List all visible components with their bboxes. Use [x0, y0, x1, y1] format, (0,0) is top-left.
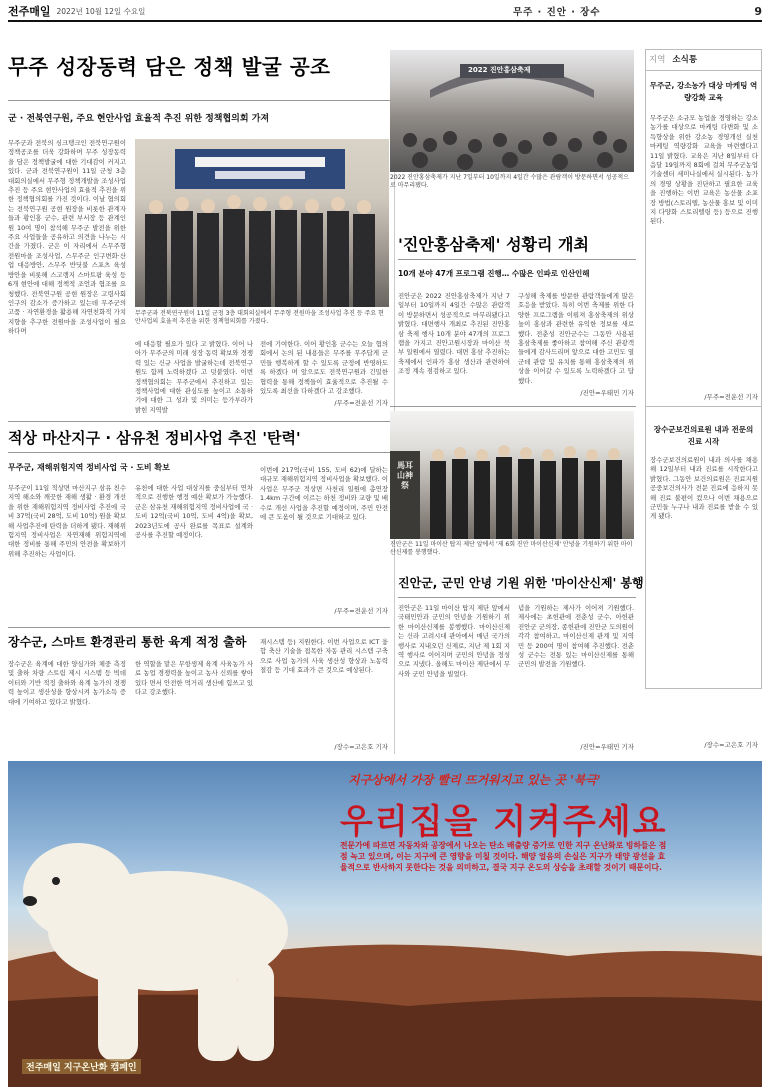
festival-photo — [390, 50, 634, 172]
festival-subhead: 10개 분야 47개 프로그램 진행… 수많은 인파로 인산인해 — [398, 269, 590, 278]
lead-headline: 무주 성장동력 담은 정책 발굴 공조 — [8, 55, 331, 79]
meeting-photo — [135, 139, 389, 307]
ritual-byline: /진안=우태민 기자 — [580, 743, 634, 751]
sidebar-mid-rule — [645, 406, 762, 407]
festival-col2: 구성해 축제를 방문한 관람객들에게 많은 호응을 받았다. 특히 이번 축제를 위한 다양한 프로그램을 이뤄져 홍삼축제의 위상 높이 홍삼과 관련한 유익한 정보를 새로 했다. 전춘성 진안군수는 그동안 사용된 홍삼축제를 좋아하고 참여해 주신 관광객들에게 감사드리며 앞으로 대한 고민도 열 군데 관람 및 유치를 통해 홍삼축제의 위상을 이어갈 수 있도록 노력하겠다 고 답했다. — [518, 292, 634, 385]
festival-rule — [398, 259, 636, 260]
lead-col1: 무주군과 전북의 싱크탱크인 전북연구원이 정책공조를 더욱 강화하며 무주 성장동력을 담은 정책발굴에 대한 기대감이 커지고 있다. 군과 전북연구원이 11일 군청 3층 대회의실에서 무주형 정책개발을 조성사업 추진 등 주요 현안사업의 효율적 추진을 위한 정책협의회를 가진 것이다. 이날 협의회는 전북연구원 공현 원장을 비롯한 관계자들과 황인홍 군수, 관련 부서장 등 관계인원 10여 명이 참석해 무주군 발전을 위한 주요 사업들을 공유하고 의견을 나누는 시간을 가졌다. 군은 이 자리에서 스무주형 전원마을 조성사업, 스무주군 인구변화·산업 대응방안, 스무주 반딧불 스포츠 육성 방안을 비롯해 스고랭지 스마트팜 육성 등 6개 현안에 대해 정책적 조언과 협조를 요청했다. 전북연구원 공현 원장은 고령사회 인구의 감소가 증가하고 있는데 무주군의 고품 · 자연환경을 활용해 자연친화적 가치 지향을 추구한 전원마을 조성사업이 필요하다며 — [8, 139, 126, 336]
sidebar-item2-title: 장수군보건의료원 내과 전문의 진료 시작 — [653, 425, 754, 446]
sidebar-item2-byline: /장수=고은호 기자 — [704, 741, 758, 749]
sidebar-title: 소식통 — [672, 55, 698, 65]
section-name: 무주 · 진안 · 장수 — [513, 7, 601, 18]
sidebar-rule — [645, 70, 762, 71]
sidebar-header — [649, 53, 758, 66]
festival-headline: '진안홍삼축제' 성황리 개최 — [398, 235, 589, 254]
smart-byline: /장수=고은호 기자 — [334, 743, 388, 751]
page-number: 9 — [754, 4, 762, 18]
smart-col2: 한 역할을 맡은 무항생제 육계 사육농가 사료 농업 경쟁력을 높이고 농사 신뢰를 쌓아 있다 면서 안전한 먹거리 생산에 힘쓰고 있다고 강조했다. — [135, 660, 253, 697]
smart-col3: 재시스템 등) 지원한다. 이번 사업으로 ICT 융합 축산 기술을 접목한 자동 관리 시스템 구축으로 사업 농가의 사육 생산성 향상과 노동력 절감 등 기대 효과가 큰 것으로 예상된다. — [260, 638, 388, 675]
sidebar-item1-body: 무주군은 소규모 농업을 경영하는 강소농가를 대상으로 마케팅 다변화 및 소득향상을 위한 강소농 경영개선 실천 마케팅 역량강화 교육을 마련했다고 11일 밝혔다. 교육은 지난 8일부터 다음달 19일까지 8회에 걸쳐 무주군농업기술센터 세미나실에서 실시된다. 농가의 경영 상황을 진단하고 필요한 교육을 진행하는 이번 교육은 농산물 소포장 방법(스토리텔, 농산물 홍보 및 이미지 다양화 스토리텔링 등) 등으로 진행된다. — [650, 114, 758, 226]
ritual-headline: 진안군, 군민 안녕 기원 위한 '마이산신제' 봉행 — [398, 576, 644, 590]
festival-byline: /진안=우태민 기자 — [580, 389, 634, 397]
smart-top-rule — [8, 627, 390, 628]
ritual-photo-caption: 진안군은 11일 마이산 탑지 제단 앞에서 '제 6회 진안 마이산신제' 안녕을 기원하기 위한 마이산신제를 봉행했다. — [390, 541, 633, 556]
lead-byline: /무주=전운선 기자 — [334, 399, 388, 407]
ritual-col1: 진안군은 11일 마이산 탑지 제단 앞에서 국태민안과 군민의 안녕을 기원하기 위한 마이산신제를 봉행했다. 마이산신제는 신라 고려시대 관아에서 매년 국가의 행사로 지내오던 신제로, 지난 제 1회 지역 행사로 이어지며 군민의 안녕을 정성으로 지냈다. 올해도 마이산 제단에서 무사와 군민 안녕을 빌었다. — [398, 604, 510, 678]
masan-headline: 적상 마산지구 · 삼유천 정비사업 추진 '탄력' — [8, 429, 301, 447]
ad-subtitle: 지구상에서 가장 빨리 뜨거워지고 있는 곳 '북극' — [348, 773, 601, 787]
smart-col1: 장수군은 육계에 대한 양심가와 체중 측정 및 출하 차량 스트림 제시 시스템 등 빅데이터와 기반 적정 출하와 육계 농가의 경쟁력 높이고 생산성을 향상시켜 농가소득 증대에 기여하고 있다고 밝혔다. — [8, 660, 126, 706]
header-rule — [8, 20, 762, 22]
issue-date: 2022년 10월 12일 수요일 — [56, 6, 146, 16]
lead-rule — [8, 100, 390, 101]
page-header — [8, 4, 762, 18]
ritual-sign-text: 馬耳山神祭 — [397, 461, 413, 490]
ritual-col2: 념을 기원하는 제사가 이어져 기원했다. 제사에는 초헌관에 전춘성 군수, 아헌관 진안군 군의장, 종헌관에 진안군 도의원이 각각 참여하고, 마이산신제 관계 및 지역민 등 200여 명이 참여해 추진했다. 전춘성 군수는 전통 있는 마이산신제를 통해 군민의 발전을 기원했다. — [518, 604, 634, 669]
lead-col3: 전에 기여한다. 이어 황인홍 군수는 오늘 협의회에서 논의 된 내용들은 무주를 무주답게 군민들 행복하게 할 수 있도록 군정에 반영하도록 하겠다 며 앞으로도 전북연구원과 긴밀한 협력을 통해 정책들이 효율적으로 추진될 수 있도록 최선을 다하겠다 고 강조했다. — [260, 340, 388, 396]
masan-top-rule — [8, 421, 390, 422]
meeting-photo-caption: 무주군과 전북연구원이 11일 군청 3층 대회의실에서 무주형 전원마을 조성사업 추진 등 주요 현안사업의 효율적 추진을 위한 정책협의회를 가졌다. — [135, 310, 384, 325]
sidebar-item2-body: 장수군보건의료원이 내과 의사를 채용해 12일부터 내과 진료를 시작한다고 밝혔다. 그동안 보건의료원은 진료지원 공중보건의사가 전문 진료에 응하지 못해 진료 불편이 컸으나 이번 채용으로 군민들 누구나 내과 진료를 받을 수 있게 됐다. — [650, 456, 758, 521]
ritual-photo — [390, 411, 634, 539]
masan-byline: /무주=전운선 기자 — [334, 607, 388, 615]
festival-banner-text: 2022 진안홍삼축제 — [468, 66, 531, 74]
masan-rule — [8, 452, 390, 453]
newspaper-logo: 전주매일 — [8, 5, 51, 18]
lead-col2: 에 대응할 필요가 있다 고 밝혔다. 이어 나아가 무주군의 미래 성장 동력 확보와 경쟁력 있는 신규 사업을 발굴하는데 전북연구원도 함께 노력하겠다 고 덧붙였다. 이번 정책협의회는 무주군에서 추진하고 있는 정책사업에 대한 관심도를 높이고 소통하기에 대한 그 성과 및 의미는 등가부라가 밝힌 지역발 — [135, 340, 253, 414]
festival-photo-caption: 2022 진안홍삼축제가 지난 7일부터 10일까지 4일간 수많은 관람객이 방문하면서 성공적으로 마무리됐다. — [390, 174, 629, 189]
masan-col2: 유천에 대한 사업 대상지를 중심부터 연차적으로 진행한 행정 예산 확보가 가능했다. 군은 삼유천 재해위험지역 정비사업에 국 · 도비 12억(국비 10억, 도비 4억)을 확보, 2023년도에 공사 완료를 목표로 설계와 공사를 추진할 예정이다. — [135, 484, 253, 540]
ritual-rule — [398, 597, 636, 598]
masan-col3: 이번에 217억(국비 155, 도비 62)에 달하는 대규모 재해위험지역 정비사업을 확보했다. 이 사업은 무주군 적상면 사천리 일원에 총연장 1.4km 구간에 이르는 하천 정비와 교량 및 배수로 개선 사업을 추진할 예정이며, 주민 안전에 큰 도움이 될 것으로 기대하고 있다. — [260, 466, 388, 522]
sidebar-item1-title: 무주군, 강소농가 대상 마케팅 역량강화 교육 — [649, 81, 758, 102]
sidebar-item1-byline: /무주=전운선 기자 — [704, 393, 758, 401]
festival-col1: 진안군은 2022 진안홍삼축제가 지난 7일부터 10일까지 4일간 수많은 관람객이 방문하면서 성공적으로 마무리됐다고 밝혔다. 대면행사 개최로 추진된 진안홍삼 축제 행사 10개 분야 47개의 프로그램을 가지고 진안고원시장과 마이산 북부 일원에서 열렸다. 대면 홍삼 추진하는 축제에서 인파가 홍삼 생산과 관련하여 조정 계속 점검하고 있다. — [398, 292, 510, 376]
masan-subhead: 무주군, 재해위험지역 정비사업 국 · 도비 확보 — [8, 463, 170, 472]
ad-body-text: 전문가에 따르면 자동차와 공장에서 나오는 탄소 배출량 증가로 인한 지구 온난화로 빙하들은 점점 녹고 있으며, 이는 지구에 큰 영향을 미칠 것이다. 해양 얼음의 손실은 지구가 태양 광선을 효율적으로 반사하지 못한다는 것을 의미하고, 결국 지구 온도의 상승을 초래할 것이기 때문이다. — [340, 841, 667, 872]
ritual-top-rule — [390, 406, 636, 407]
ad-footer: 전주매일 지구온난화 캠페인 — [22, 1059, 141, 1074]
sidebar-tag: 지역 — [649, 55, 666, 65]
masan-col1: 무주군이 11일 적상면 마산지구 삼유 친수지역 해소와 깨끗한 재해 생활 · 환경 개선을 위한 재해위험지역 정비사업 추진에 국비 37억(국비 28억, 도비 10억) 원을 확보해 사업추진에 탄력을 더하게 됐다. 재해위험지역 정비사업은 자연재해 위험지역에 대한 정비를 통해 주민의 안전을 확보하기 위해 추진하는 사업이다. — [8, 484, 126, 558]
smart-headline: 장수군, 스마트 환경관리 통한 육계 적정 출하 — [8, 635, 247, 649]
lead-subhead: 군 · 전북연구원, 주요 현안사업 효율적 추진 위한 정책협의회 가져 — [8, 114, 270, 124]
ad-main-title: 우리집을 지켜주세요 — [340, 802, 668, 842]
